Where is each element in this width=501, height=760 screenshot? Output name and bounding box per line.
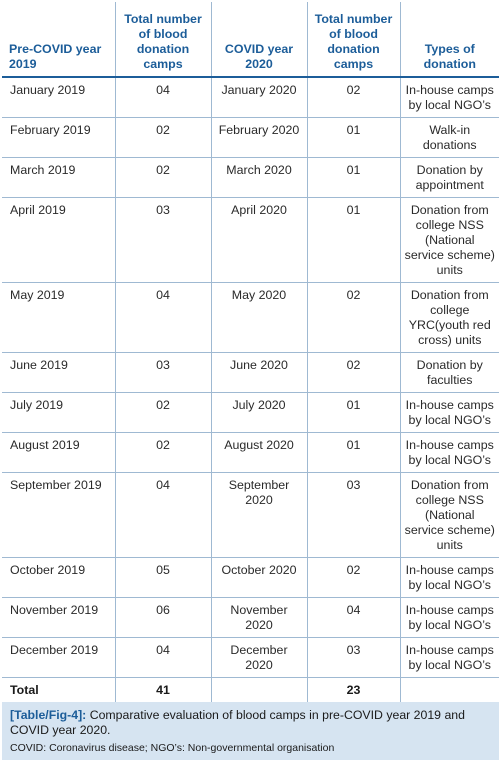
table-row bbox=[2, 598, 499, 638]
covid-month-cell: November 2020 bbox=[211, 598, 307, 638]
camps-2019-cell: 04 bbox=[115, 77, 211, 118]
camps-2020-cell: 04 bbox=[307, 598, 400, 638]
camps-2020-cell: 03 bbox=[307, 473, 400, 558]
pre-covid-month-cell: February 2019 bbox=[2, 118, 115, 158]
donation-type-cell: In-house camps by local NGO’s bbox=[400, 638, 499, 678]
pre-covid-month-cell: June 2019 bbox=[2, 353, 115, 393]
pre-covid-month-cell: November 2019 bbox=[2, 598, 115, 638]
camps-2019-cell: 02 bbox=[115, 393, 211, 433]
table-row bbox=[2, 638, 499, 678]
camps-2020-cell: 02 bbox=[307, 77, 400, 118]
caption-abbreviations: COVID: Coronavirus disease; NGO’s: Non-governmental organisation bbox=[10, 742, 335, 754]
camps-2020-cell: 01 bbox=[307, 158, 400, 198]
total-2020-value: 23 bbox=[307, 678, 400, 703]
donation-type-cell: Donation from college YRC(youth red cross) units bbox=[400, 283, 499, 353]
donation-type-cell: Donation from college NSS (National service scheme) units bbox=[400, 473, 499, 558]
pre-covid-month-cell: October 2019 bbox=[2, 558, 115, 598]
camps-2020-cell: 02 bbox=[307, 353, 400, 393]
donation-type-cell: Walk-in donations bbox=[400, 118, 499, 158]
donation-type-cell: In-house camps by local NGO’s bbox=[400, 598, 499, 638]
header-total-camps-2019: Total number of blood donation camps bbox=[115, 2, 211, 77]
table-row bbox=[2, 118, 499, 158]
blood-camps-table bbox=[2, 2, 499, 702]
camps-2019-cell: 02 bbox=[115, 433, 211, 473]
pre-covid-month-cell: April 2019 bbox=[2, 198, 115, 283]
covid-month-cell: January 2020 bbox=[211, 77, 307, 118]
table-row bbox=[2, 558, 499, 598]
caption-label: [Table/Fig-4]: bbox=[10, 708, 87, 722]
camps-2020-cell: 03 bbox=[307, 638, 400, 678]
camps-2019-cell: 03 bbox=[115, 198, 211, 283]
camps-2019-cell: 04 bbox=[115, 638, 211, 678]
pre-covid-month-cell: May 2019 bbox=[2, 283, 115, 353]
covid-month-cell: May 2020 bbox=[211, 283, 307, 353]
pre-covid-month-cell: December 2019 bbox=[2, 638, 115, 678]
covid-month-cell: October 2020 bbox=[211, 558, 307, 598]
camps-2019-cell: 05 bbox=[115, 558, 211, 598]
camps-2020-cell: 01 bbox=[307, 433, 400, 473]
covid-month-cell: December 2020 bbox=[211, 638, 307, 678]
donation-type-cell: In-house camps by local NGO’s bbox=[400, 77, 499, 118]
donation-type-cell: In-house camps by local NGO’s bbox=[400, 393, 499, 433]
pre-covid-month-cell: September 2019 bbox=[2, 473, 115, 558]
table-row bbox=[2, 198, 499, 283]
donation-type-cell: In-house camps by local NGO’s bbox=[400, 433, 499, 473]
camps-2020-cell: 01 bbox=[307, 118, 400, 158]
camps-2020-cell: 02 bbox=[307, 558, 400, 598]
donation-type-cell: Donation by faculties bbox=[400, 353, 499, 393]
donation-type-cell: Donation from college NSS (National service scheme) units bbox=[400, 198, 499, 283]
total-empty-cell bbox=[400, 678, 499, 703]
pre-covid-month-cell: July 2019 bbox=[2, 393, 115, 433]
table-total-row bbox=[2, 678, 499, 703]
table-caption bbox=[2, 702, 499, 760]
camps-2020-cell: 01 bbox=[307, 198, 400, 283]
total-2019-value: 41 bbox=[115, 678, 211, 703]
pre-covid-month-cell: January 2019 bbox=[2, 77, 115, 118]
covid-month-cell: April 2020 bbox=[211, 198, 307, 283]
donation-type-cell: In-house camps by local NGO’s bbox=[400, 558, 499, 598]
table-header-row bbox=[2, 2, 499, 77]
covid-month-cell: July 2020 bbox=[211, 393, 307, 433]
table-row bbox=[2, 433, 499, 473]
camps-2020-cell: 01 bbox=[307, 393, 400, 433]
covid-month-cell: August 2020 bbox=[211, 433, 307, 473]
header-types-of-donation: Types of donation bbox=[400, 2, 499, 77]
total-empty-cell bbox=[211, 678, 307, 703]
pre-covid-month-cell: August 2019 bbox=[2, 433, 115, 473]
camps-2019-cell: 04 bbox=[115, 473, 211, 558]
table-row bbox=[2, 158, 499, 198]
caption-description: Comparative evaluation of blood camps in pre-COVID year 2019 and COVID year 2020. bbox=[10, 708, 465, 737]
table-row bbox=[2, 353, 499, 393]
camps-2019-cell: 04 bbox=[115, 283, 211, 353]
table-row bbox=[2, 473, 499, 558]
camps-2019-cell: 02 bbox=[115, 158, 211, 198]
donation-type-cell: Donation by appointment bbox=[400, 158, 499, 198]
covid-month-cell: March 2020 bbox=[211, 158, 307, 198]
header-covid-year: COVID year 2020 bbox=[211, 2, 307, 77]
camps-2019-cell: 02 bbox=[115, 118, 211, 158]
header-total-camps-2020: Total number of blood donation camps bbox=[307, 2, 400, 77]
table-row bbox=[2, 77, 499, 118]
camps-2020-cell: 02 bbox=[307, 283, 400, 353]
covid-month-cell: September 2020 bbox=[211, 473, 307, 558]
table-row bbox=[2, 393, 499, 433]
pre-covid-month-cell: March 2019 bbox=[2, 158, 115, 198]
total-label: Total bbox=[2, 678, 115, 703]
camps-2019-cell: 03 bbox=[115, 353, 211, 393]
table-row bbox=[2, 283, 499, 353]
header-pre-covid-year: Pre-COVID year 2019 bbox=[2, 2, 115, 77]
camps-2019-cell: 06 bbox=[115, 598, 211, 638]
covid-month-cell: June 2020 bbox=[211, 353, 307, 393]
table-body bbox=[2, 77, 499, 702]
covid-month-cell: February 2020 bbox=[211, 118, 307, 158]
caption-text bbox=[10, 708, 491, 738]
